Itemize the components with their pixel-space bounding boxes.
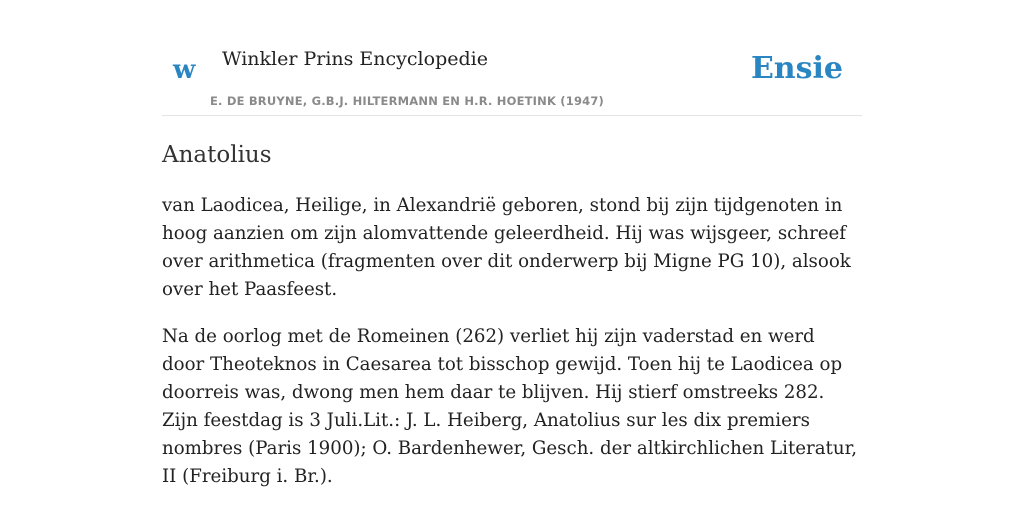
site-header	[162, 0, 862, 116]
entry-title: Anatolius	[162, 142, 272, 168]
site-title[interactable]: Winkler Prins Encyclopedie	[222, 48, 488, 70]
entry-body	[162, 192, 862, 510]
authors-line: E. DE BRUYNE, G.B.J. HILTERMANN EN H.R. HOETINK (1947)	[210, 94, 605, 108]
entry-paragraph: Na de oorlog met de Romeinen (262) verliet hij zijn vaderstad en werd door Theoteknos in Caesarea tot bisschop gewijd. Toen hij te Laodicea op doorreis was, dwong men hem daar te blijven. Hij stierf omstreeks 282. Zijn feestdag is 3 Juli.Lit.: J. L. Heiberg, Anatolius sur les dix premiers nombres (Paris 1900); O. Bardenhewer, Gesch. der altkirchlichen Literatur, II (Freiburg i. Br.).	[162, 326, 858, 487]
ensie-brand-link[interactable]: Ensie	[750, 51, 843, 86]
page	[162, 0, 862, 487]
winkler-prins-logo[interactable]: w	[173, 55, 196, 85]
entry-paragraph: van Laodicea, Heilige, in Alexandrië geboren, stond bij zijn tijdgenoten in hoog aanzien om zijn alomvattende geleerdheid. Hij was wijsgeer, schreef over arithmetica (fragmenten over dit onderwerp bij Migne PG 10), alsook over het Paasfeest.	[162, 195, 851, 300]
